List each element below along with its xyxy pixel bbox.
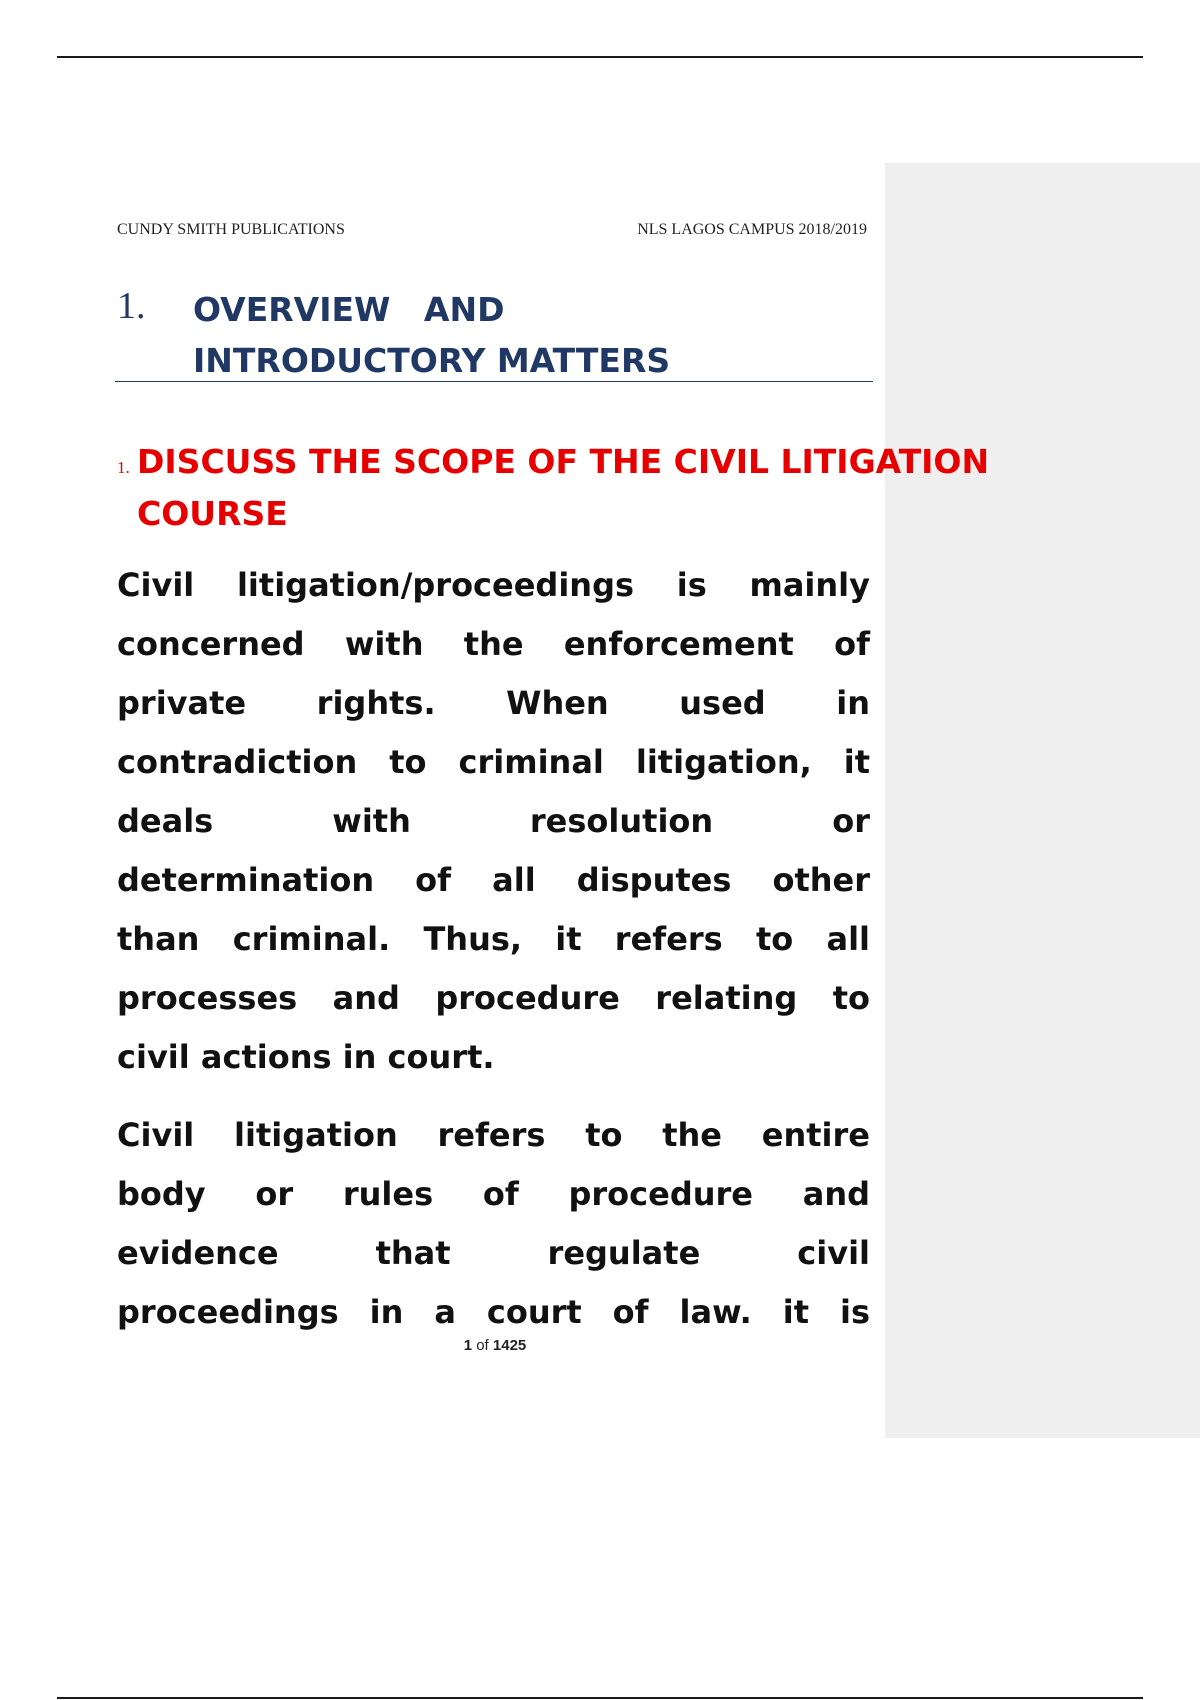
paragraph-line: concerned with the enforcement of bbox=[117, 625, 870, 663]
chapter-title bbox=[193, 284, 873, 386]
body-paragraph bbox=[117, 556, 870, 1087]
paragraph-line: contradiction to criminal litigation, it bbox=[117, 743, 870, 781]
question-title-line: DISCUSS THE SCOPE OF THE CIVIL LITIGATION bbox=[137, 442, 990, 481]
chapter-underline bbox=[115, 381, 873, 382]
page-of: of bbox=[476, 1337, 489, 1354]
question-title-line: COURSE bbox=[137, 494, 288, 533]
question-title bbox=[137, 436, 1097, 540]
paragraph-line: evidence that regulate civil bbox=[117, 1234, 870, 1272]
chapter-title-line: INTRODUCTORY MATTERS bbox=[193, 341, 671, 380]
paragraph-line: private rights. When used in bbox=[117, 684, 870, 722]
chapter-number: 1. bbox=[117, 285, 146, 327]
page-current: 1 bbox=[463, 1337, 473, 1354]
header-publisher: CUNDY SMITH PUBLICATIONS bbox=[117, 221, 345, 238]
paragraph-line: civil actions in court. bbox=[117, 1038, 495, 1076]
paragraph-line: Civil litigation/proceedings is mainly bbox=[117, 566, 870, 604]
paragraph-line: body or rules of procedure and bbox=[117, 1175, 870, 1213]
question-number: 1. bbox=[117, 458, 130, 477]
header-campus: NLS LAGOS CAMPUS 2018/2019 bbox=[637, 221, 867, 238]
running-header bbox=[117, 221, 867, 241]
bottom-page-border bbox=[57, 1697, 1143, 1699]
paragraph-line: processes and procedure relating to bbox=[117, 979, 870, 1017]
page-side-margin bbox=[885, 163, 1200, 1438]
top-page-border bbox=[57, 56, 1143, 58]
paragraph-line: Civil litigation refers to the entire bbox=[117, 1116, 870, 1154]
paragraph-line: determination of all disputes other bbox=[117, 861, 870, 899]
page-number bbox=[0, 1337, 990, 1354]
paragraph-line: than criminal. Thus, it refers to all bbox=[117, 920, 870, 958]
paragraph-line: proceedings in a court of law. it is bbox=[117, 1293, 870, 1331]
paragraph-line: deals with resolution or bbox=[117, 802, 870, 840]
page-total: 1425 bbox=[492, 1337, 527, 1354]
chapter-title-line: OVERVIEW AND bbox=[193, 290, 505, 329]
body-paragraph bbox=[117, 1106, 870, 1342]
